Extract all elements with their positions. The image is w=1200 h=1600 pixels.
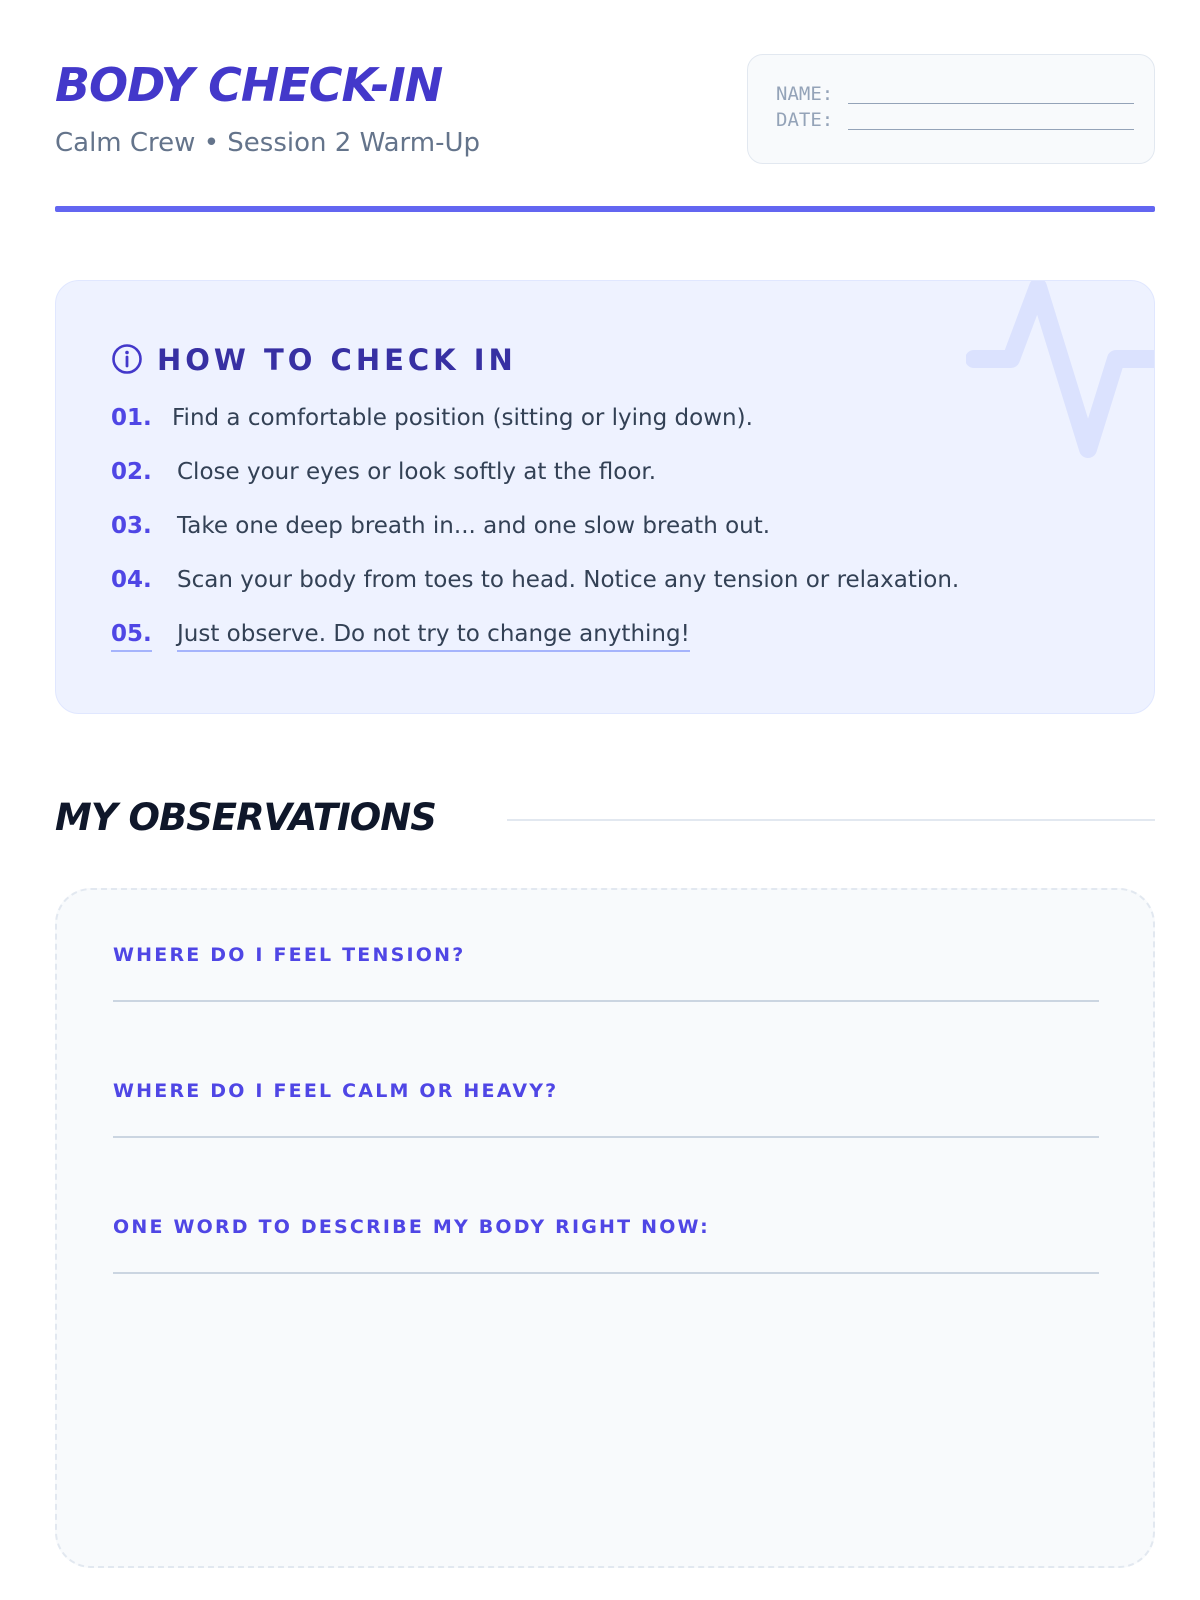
prompt-label: WHERE DO I FEEL CALM OR HEAVY?: [113, 1080, 559, 1102]
observations-heading: [55, 796, 1155, 846]
name-field-label: NAME:: [776, 83, 834, 105]
step-text: Scan your body from toes to head. Notice any tension or relaxation.: [177, 567, 960, 593]
step-number: 04.: [111, 567, 152, 593]
page-title: BODY CHECK-IN: [55, 58, 443, 112]
prompt-label: ONE WORD TO DESCRIBE MY BODY RIGHT NOW:: [113, 1216, 710, 1238]
name-date-box: [747, 54, 1155, 164]
step-item: [111, 459, 1111, 513]
worksheet-header: [55, 52, 1155, 222]
step-text: Close your eyes or look softly at the floor.: [177, 459, 657, 485]
tension-answer-line[interactable]: [113, 1000, 1099, 1002]
observations-divider: [507, 819, 1155, 821]
prompt-label: WHERE DO I FEEL TENSION?: [113, 944, 466, 966]
one-word-answer-line[interactable]: [113, 1272, 1099, 1274]
step-number: 01.: [111, 405, 152, 431]
name-field[interactable]: [776, 83, 1126, 109]
step-text: Take one deep breath in... and one slow breath out.: [177, 513, 771, 539]
how-to-panel: [55, 280, 1155, 714]
step-number: 03.: [111, 513, 152, 539]
observations-box: [55, 888, 1155, 1568]
info-icon: [111, 343, 143, 375]
date-field[interactable]: [776, 109, 1126, 135]
observations-title: MY OBSERVATIONS: [55, 796, 436, 839]
step-number: 05.: [111, 621, 152, 652]
step-number: 02.: [111, 459, 152, 485]
step-item: [111, 621, 1111, 675]
tension-prompt: [113, 944, 1099, 1014]
name-field-line[interactable]: [848, 103, 1134, 104]
step-text: Find a comfortable position (sitting or lying down).: [172, 405, 753, 431]
date-field-label: DATE:: [776, 109, 834, 131]
steps-list: [111, 405, 1111, 675]
calm-answer-line[interactable]: [113, 1136, 1099, 1138]
calm-prompt: [113, 1080, 1099, 1150]
date-field-line[interactable]: [848, 129, 1134, 130]
step-item: [111, 405, 1111, 459]
step-item: [111, 513, 1111, 567]
header-divider: [55, 206, 1155, 212]
how-to-title: HOW TO CHECK IN: [157, 343, 517, 377]
one-word-prompt: [113, 1216, 1099, 1286]
page-subtitle: Calm Crew • Session 2 Warm-Up: [55, 128, 481, 158]
step-text: Just observe. Do not try to change anything!: [177, 621, 690, 652]
step-item: [111, 567, 1111, 621]
